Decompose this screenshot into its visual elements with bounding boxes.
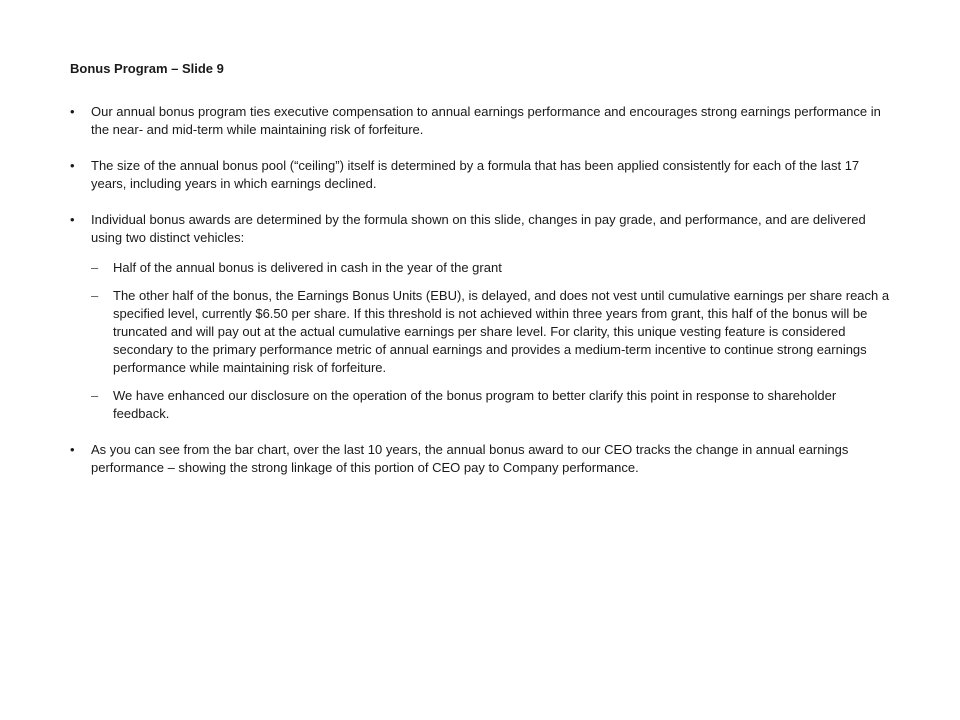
sub-bullet-text: We have enhanced our disclosure on the operation of the bonus program to better clarify this point in response to shareholder feedback.	[113, 388, 837, 421]
bullet-item	[70, 157, 890, 193]
bullet-text: The size of the annual bonus pool (“ceiling”) itself is determined by a formula that has been applied consistently for each of the last 17 years, including years in which earnings declined.	[91, 158, 860, 191]
bullet-item	[70, 211, 890, 423]
bullet-icon: •	[70, 104, 75, 119]
sub-bullet-text: Half of the annual bonus is delivered in cash in the year of the grant	[113, 260, 502, 275]
sub-bullet-item	[91, 287, 890, 377]
bullet-icon: •	[70, 442, 75, 457]
sub-bullet-item	[91, 387, 890, 423]
bullet-list	[70, 103, 890, 477]
sub-bullet-item	[91, 259, 890, 277]
page-title: Bonus Program – Slide 9	[70, 61, 224, 76]
bullet-text: Our annual bonus program ties executive compensation to annual earnings performance and encourages strong earnings performance in the near- and mid-term while maintaining risk of forfeiture.	[91, 104, 881, 137]
bullet-item	[70, 441, 890, 477]
dash-icon: –	[91, 288, 99, 303]
sub-bullet-text: The other half of the bonus, the Earnings Bonus Units (EBU), is delayed, and does not vest until cumulative earnings per share reach a specified level, currently $6.50 per share. If this threshold is not achieved within three years from grant, this half of the bonus will be truncated and will pay out at the actual cumulative earnings per share level. For clarity, this unique vesting feature is considered secondary to the primary performance metric of annual earnings and provides a medium-term incentive to continue strong earnings performance while maintaining risk of forfeiture.	[113, 288, 890, 375]
bullet-icon: •	[70, 212, 75, 227]
bullet-text: Individual bonus awards are determined by the formula shown on this slide, changes in pay grade, and performance, and are delivered using two distinct vehicles:	[91, 212, 866, 245]
document-page	[70, 60, 890, 495]
bullet-item	[70, 103, 890, 139]
dash-icon: –	[91, 260, 99, 275]
bullet-icon: •	[70, 158, 75, 173]
dash-icon: –	[91, 388, 99, 403]
sub-bullet-list	[91, 259, 890, 423]
bullet-text: As you can see from the bar chart, over the last 10 years, the annual bonus award to our CEO tracks the change in annual earnings performance – showing the strong linkage of this portion of CEO pay to Company performance.	[91, 442, 849, 475]
